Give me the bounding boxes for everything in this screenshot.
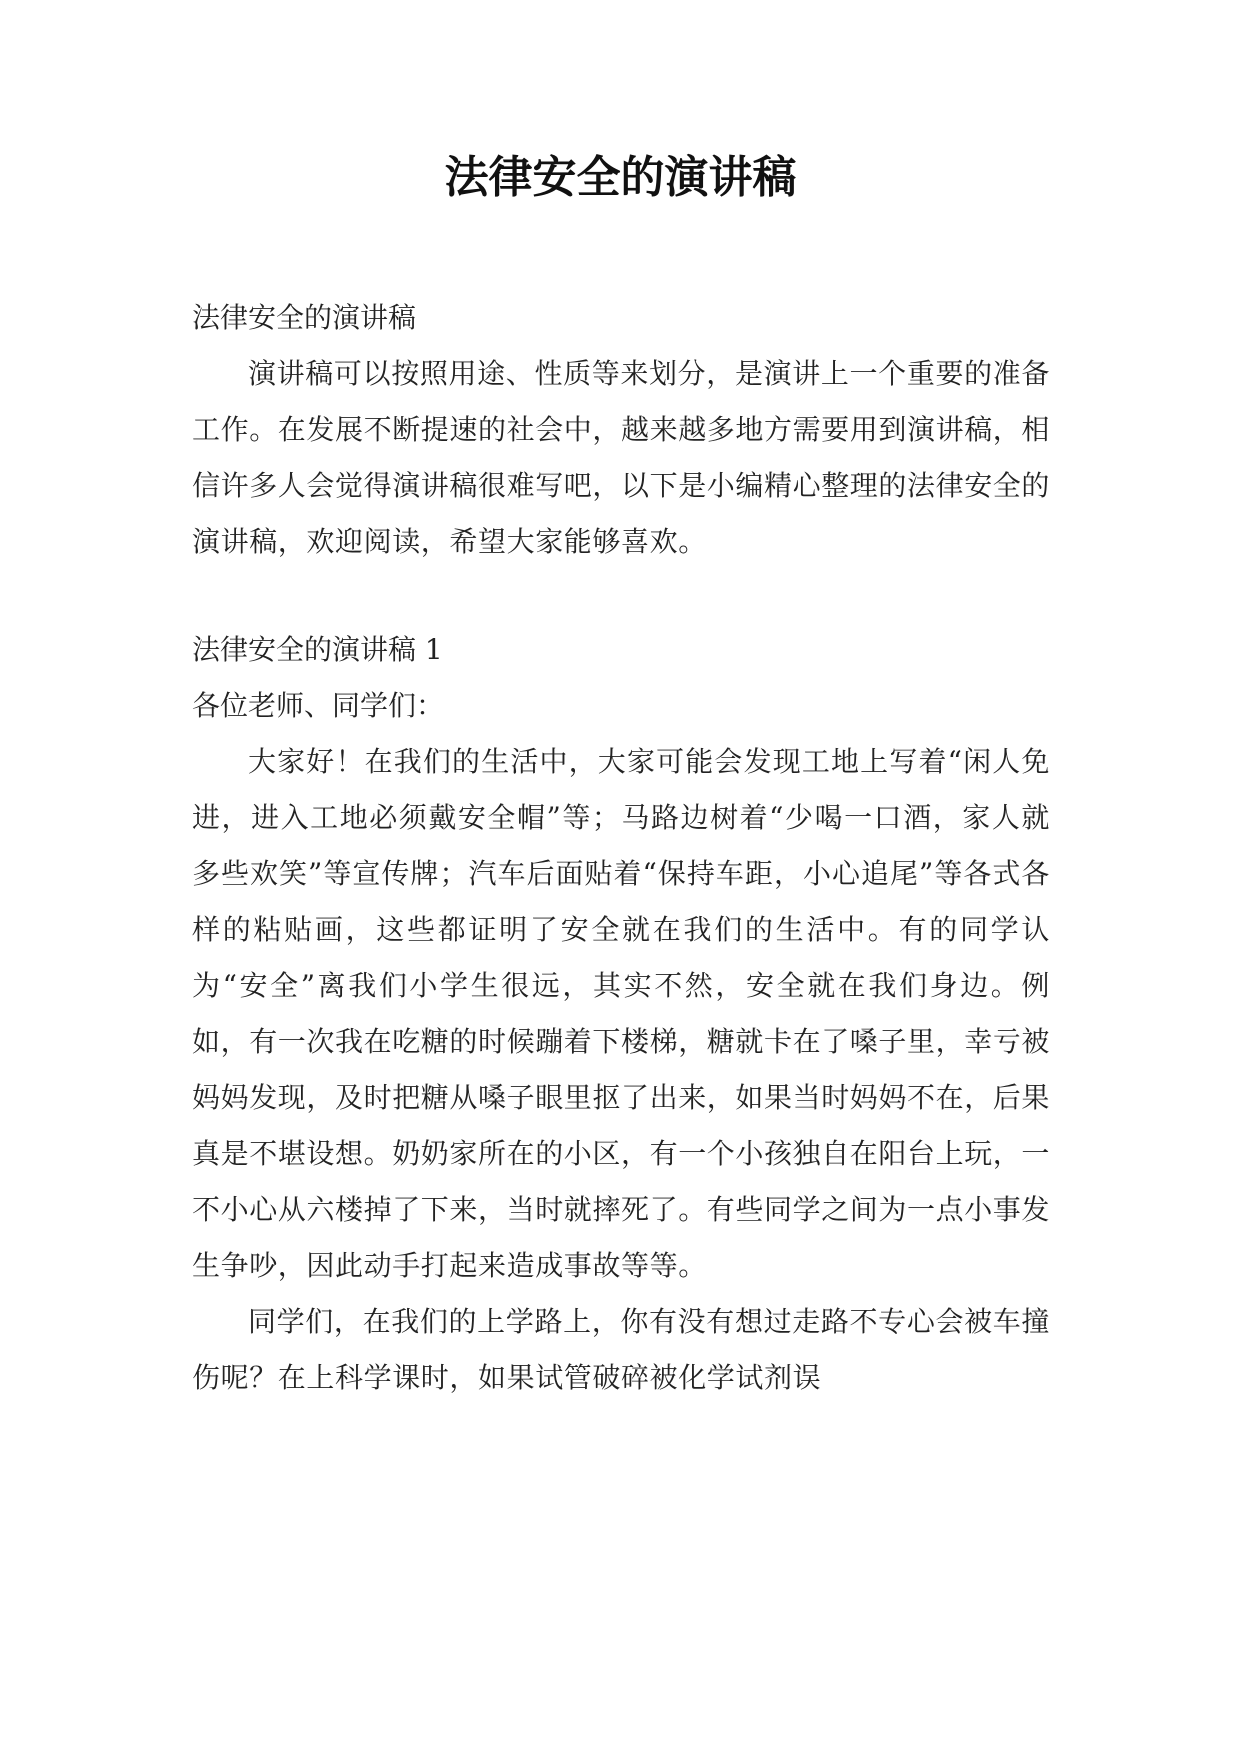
- document-title: 法律安全的演讲稿: [444, 152, 797, 203]
- intro-paragraph: 演讲稿可以按照用途、性质等来划分，是演讲上一个重要的准备工作。在发展不断提速的社会中，越来越多地方需要用到演讲稿，相信许多人会觉得演讲稿很难写吧，以下是小编精心整理的法律安全的演讲稿，欢迎阅读，希望大家能够喜欢。: [192, 357, 1051, 558]
- body-paragraph-2: 同学们，在我们的上学路上，你有没有想过走路不专心会被车撞伤呢？在上科学课时，如果试管破碎被化学试剂误: [192, 1305, 1050, 1394]
- salutation: 各位老师、同学们：: [192, 689, 445, 722]
- section-heading: 法律安全的演讲稿 1: [192, 633, 443, 666]
- section-gap: [192, 570, 1050, 622]
- document-body: [192, 290, 1050, 1406]
- document-subtitle: 法律安全的演讲稿: [192, 301, 417, 334]
- body-paragraph-1: 大家好！在我们的生活中，大家可能会发现工地上写着“闲人免进，进入工地必须戴安全帽”等；马路边树着“少喝一口酒，家人就多些欢笑”等宣传牌；汽车后面贴着“保持车距，小心追尾”等各式各样的粘贴画，这些都证明了安全就在我们的生活中。有的同学认为“安全”离我们小学生很远，其实不然，安全就在我们身边。例如，有一次我在吃糖的时候蹦着下楼梯，糖就卡在了嗓子里，幸亏被妈妈发现，及时把糖从嗓子眼里抠了出来，如果当时妈妈不在，后果真是不堪设想。奶奶家所在的小区，有一个小孩独自在阳台上玩，一不小心从六楼掉了下来，当时就摔死了。有些同学之间为一点小事发生争吵，因此动手打起来造成事故等等。: [192, 745, 1051, 1282]
